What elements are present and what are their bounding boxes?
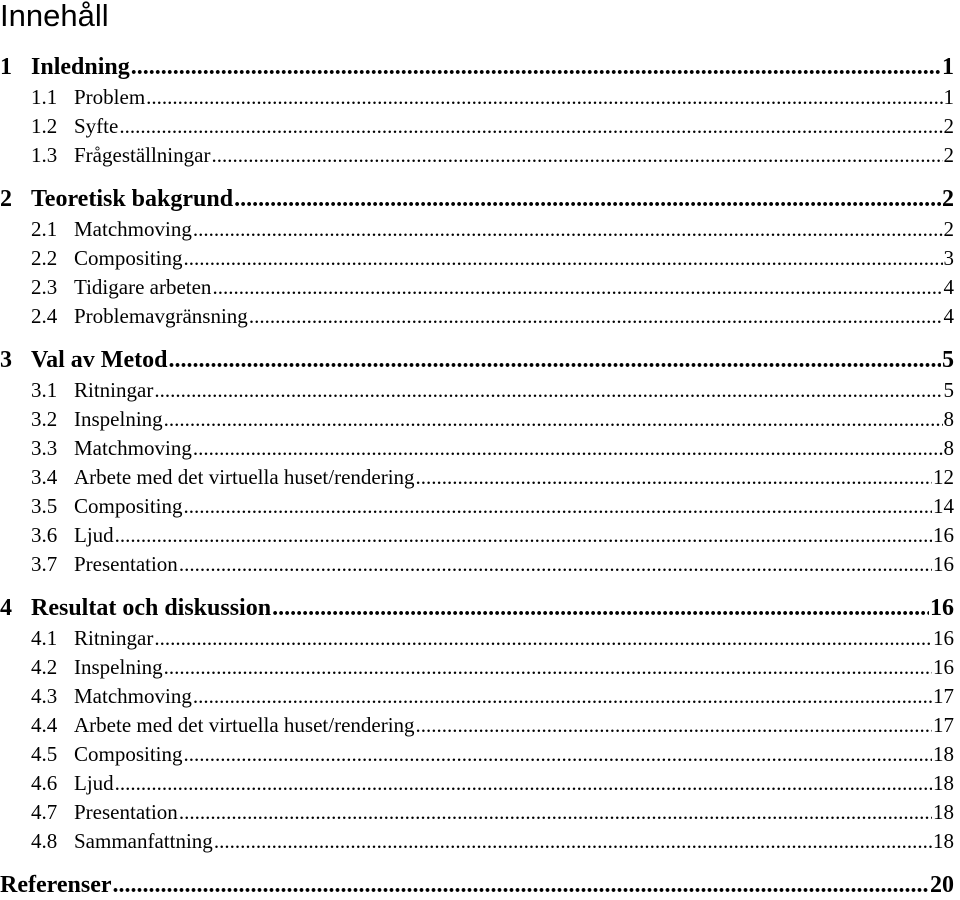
toc-entry-number: 3.6: [31, 523, 58, 547]
toc-entry-title: Matchmoving: [74, 217, 192, 241]
toc-entry-page-number: 2: [943, 143, 954, 167]
toc-entry-title: Teoretisk bakgrund: [31, 186, 234, 212]
dot-leader: [416, 710, 932, 740]
toc-chapter-entry[interactable]: [0, 593, 954, 623]
toc-entry-page-number: 16: [930, 595, 954, 621]
toc-entry-page-number: 1: [943, 85, 954, 109]
toc-entry-number: 4.7: [31, 800, 58, 824]
toc-entry-page-number: 1: [942, 54, 954, 80]
dot-leader: [193, 214, 943, 244]
toc-entry-number: 4.6: [31, 771, 58, 795]
toc-section-entry[interactable]: [0, 681, 954, 711]
toc-entry-title: Arbete med det virtuella huset/rendering: [74, 713, 415, 737]
toc-section-entry[interactable]: [0, 710, 954, 740]
toc-entry-number: 2.4: [31, 304, 58, 328]
toc-section-entry[interactable]: [0, 623, 954, 653]
toc-entry-number: 1.3: [31, 143, 58, 167]
toc-entry-number: 3.7: [31, 552, 58, 576]
toc-entry-number: 3.1: [31, 378, 58, 402]
toc-entry-page-number: 5: [943, 378, 954, 402]
toc-entry-number: 2.1: [31, 217, 58, 241]
toc-entry-title: Matchmoving: [74, 436, 192, 460]
toc-entry-page-number: 14: [933, 494, 954, 518]
toc-entry-title: Problemavgränsning: [74, 304, 248, 328]
toc-entry-title: Matchmoving: [74, 684, 192, 708]
toc-entry-page-number: 16: [933, 552, 954, 576]
toc-entry-title: Ljud: [74, 523, 114, 547]
dot-leader: [214, 826, 932, 856]
dot-leader: [164, 652, 932, 682]
toc-chapter-entry[interactable]: [0, 52, 954, 82]
toc-section-entry[interactable]: [0, 462, 954, 492]
dot-leader: [184, 739, 932, 769]
toc-entry-title: Inspelning: [74, 655, 163, 679]
toc-entry-number: 4: [0, 595, 12, 621]
toc-entry-number: 1.2: [31, 114, 58, 138]
toc-entry-page-number: 2: [943, 217, 954, 241]
toc-entry-page-number: 16: [933, 655, 954, 679]
toc-entry-number: 4.5: [31, 742, 58, 766]
toc-entry-number: 4.2: [31, 655, 58, 679]
dot-leader: [184, 491, 932, 521]
toc-entry-number: 3.4: [31, 465, 58, 489]
dot-leader: [212, 272, 942, 302]
dot-leader: [416, 462, 932, 492]
toc-chapter-entry[interactable]: [0, 345, 954, 375]
toc-entry-page-number: 16: [933, 626, 954, 650]
toc-entry-number: 2: [0, 186, 12, 212]
toc-section-entry[interactable]: [0, 111, 954, 141]
dot-leader: [131, 52, 941, 82]
toc-entry-number: 1: [0, 54, 12, 80]
toc-entry-title: Sammanfattning: [74, 829, 213, 853]
dot-leader: [164, 404, 943, 434]
toc-entry-title: Syfte: [74, 114, 119, 138]
toc-entry-number: 4.8: [31, 829, 58, 853]
toc-entry-number: 3.5: [31, 494, 58, 518]
toc-entry-page-number: 12: [933, 465, 954, 489]
toc-entry-number: 4.4: [31, 713, 58, 737]
toc-entry-number: 3: [0, 347, 12, 373]
toc-entry-title: Resultat och diskussion: [31, 595, 272, 621]
toc-entry-page-number: 18: [933, 800, 954, 824]
toc-entry-title: Ritningar: [74, 378, 154, 402]
toc-section-entry[interactable]: [0, 491, 954, 521]
toc-section-entry[interactable]: [0, 797, 954, 827]
toc-section-entry[interactable]: [0, 404, 954, 434]
toc-section-entry[interactable]: [0, 214, 954, 244]
toc-entry-title: Inspelning: [74, 407, 163, 431]
dot-leader: [154, 623, 932, 653]
toc-entry-title: Arbete med det virtuella huset/rendering: [74, 465, 415, 489]
dot-leader: [249, 301, 943, 331]
dot-leader: [211, 140, 942, 170]
toc-entry-page-number: 18: [933, 742, 954, 766]
toc-chapter-entry[interactable]: [0, 870, 954, 900]
dot-leader: [115, 520, 932, 550]
dot-leader: [115, 768, 932, 798]
toc-entry-page-number: 17: [933, 684, 954, 708]
toc-section-entry[interactable]: [0, 826, 954, 856]
toc-entry-title: Ritningar: [74, 626, 154, 650]
toc-entry-page-number: 8: [943, 407, 954, 431]
dot-leader: [119, 111, 942, 141]
toc-entry-title: Val av Metod: [31, 347, 168, 373]
toc-section-entry[interactable]: [0, 520, 954, 550]
toc-section-entry[interactable]: [0, 433, 954, 463]
toc-entry-page-number: 18: [933, 829, 954, 853]
toc-entry-title: Presentation: [74, 552, 178, 576]
toc-entry-title: Compositing: [74, 246, 183, 270]
toc-entry-title: Compositing: [74, 494, 183, 518]
toc-heading: Innehåll: [0, 0, 109, 33]
dot-leader: [113, 870, 930, 900]
toc-entry-page-number: 20: [930, 872, 954, 898]
toc-section-entry[interactable]: [0, 82, 954, 112]
toc-entry-page-number: 16: [933, 523, 954, 547]
dot-leader: [184, 243, 943, 273]
toc-entry-number: 2.2: [31, 246, 58, 270]
toc-section-entry[interactable]: [0, 375, 954, 405]
toc-section-entry[interactable]: [0, 301, 954, 331]
toc-section-entry[interactable]: [0, 272, 954, 302]
dot-leader: [168, 345, 941, 375]
toc-entry-page-number: 5: [942, 347, 954, 373]
toc-entry-title: Frågeställningar: [74, 143, 211, 167]
toc-entry-title: Problem: [74, 85, 146, 109]
toc-entry-number: 2.3: [31, 275, 58, 299]
dot-leader: [179, 549, 932, 579]
toc-section-entry[interactable]: [0, 652, 954, 682]
toc-entry-page-number: 18: [933, 771, 954, 795]
toc-section-entry[interactable]: [0, 768, 954, 798]
toc-entry-title: Compositing: [74, 742, 183, 766]
toc-entry-title: Referenser: [0, 872, 112, 898]
toc-section-entry[interactable]: [0, 140, 954, 170]
toc-entry-number: 4.3: [31, 684, 58, 708]
toc-entry-title: Tidigare arbeten: [74, 275, 212, 299]
toc-section-entry[interactable]: [0, 243, 954, 273]
toc-entry-page-number: 2: [943, 114, 954, 138]
toc-section-entry[interactable]: [0, 739, 954, 769]
toc-entry-page-number: 17: [933, 713, 954, 737]
toc-entry-title: Presentation: [74, 800, 178, 824]
dot-leader: [234, 184, 941, 214]
toc-entry-page-number: 2: [942, 186, 954, 212]
toc-entry-page-number: 3: [943, 246, 954, 270]
toc-entry-title: Inledning: [31, 54, 130, 80]
toc-chapter-entry[interactable]: [0, 184, 954, 214]
dot-leader: [193, 681, 932, 711]
toc-section-entry[interactable]: [0, 549, 954, 579]
toc-entry-page-number: 8: [943, 436, 954, 460]
dot-leader: [193, 433, 943, 463]
dot-leader: [272, 593, 929, 623]
toc-entry-page-number: 4: [943, 304, 954, 328]
toc-entry-number: 4.1: [31, 626, 58, 650]
dot-leader: [179, 797, 932, 827]
toc-entry-number: 3.2: [31, 407, 58, 431]
toc-entry-number: 3.3: [31, 436, 58, 460]
dot-leader: [146, 82, 942, 112]
toc-entry-number: 1.1: [31, 85, 58, 109]
dot-leader: [154, 375, 942, 405]
toc-entry-page-number: 4: [943, 275, 954, 299]
toc-entry-title: Ljud: [74, 771, 114, 795]
